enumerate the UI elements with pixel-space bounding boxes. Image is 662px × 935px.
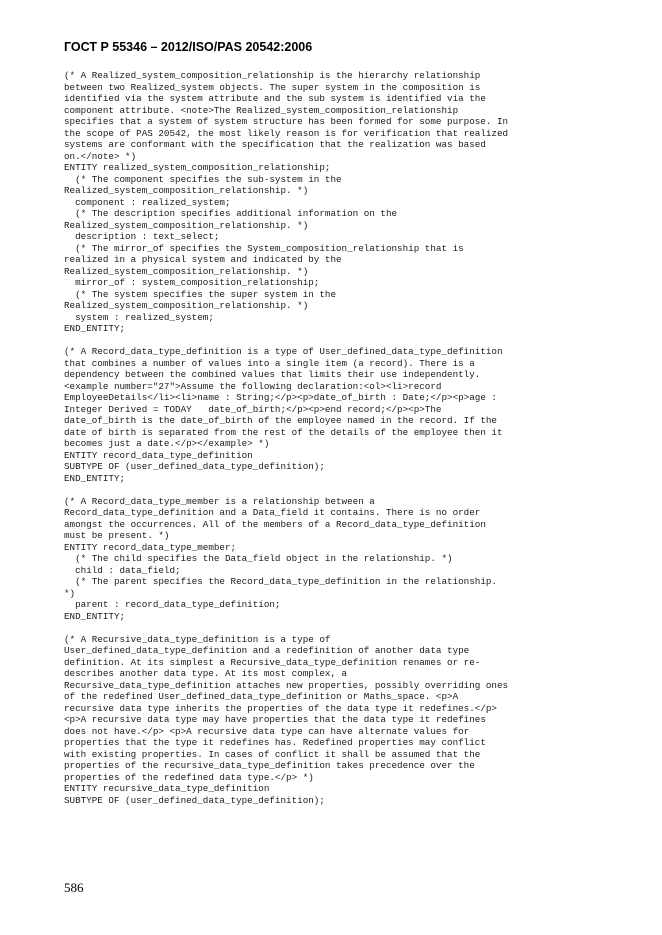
text-line: amongst the occurrences. All of the members of a Record_data_type_definition <box>64 518 486 530</box>
text-line: (* A Record_data_type_definition is a type of User_defined_data_type_definition <box>64 346 503 357</box>
text-line: (* A Record_data_type_member is a relationship between a <box>64 495 375 507</box>
text-line: END_ENTITY; <box>64 472 126 484</box>
text-block <box>64 634 654 807</box>
text-block <box>64 496 654 623</box>
text-line: ENTITY recursive_data_type_definition <box>64 783 270 794</box>
text-line: (* The parent specifies the Record_data_type_definition in the relationship. <box>64 576 497 587</box>
text-line: (* A Recursive_data_type_definition is a type of <box>64 633 331 645</box>
text-line: <example number="27">Assume the following declaration:<ol><li>record <box>64 380 442 392</box>
text-line: becomes just a date.</p></example> *) <box>64 438 270 449</box>
text-line: recursive data type inherits the properties of the data type it redefines.</p> <box>64 702 497 714</box>
text-line: does not have.</p> <p>A recursive data type can have alternate values for <box>64 725 470 737</box>
text-line: (* The mirror_of specifies the System_composition_relationship that is <box>64 242 464 254</box>
text-line: ENTITY record_data_type_definition <box>64 449 253 461</box>
text-line: parent : record_data_type_definition; <box>64 599 281 610</box>
text-line: on.</note> *) <box>64 150 137 162</box>
text-line: *) <box>64 587 76 599</box>
text-line: <p>A recursive data type may have properties that the data type it redefines <box>64 714 486 725</box>
text-line: definition. At its simplest a Recursive_data_type_definition renames or re- <box>64 656 481 668</box>
text-line: describes another data type. At its most complex, a <box>64 668 348 679</box>
text-line: the scope of PAS 20542, the most likely reason is for verification that realized <box>64 127 509 139</box>
text-line: User_defined_data_type_definition and a redefinition of another data type <box>64 645 470 656</box>
text-line: END_ENTITY; <box>64 323 126 334</box>
text-line: identified via the system attribute and the sub system is identified via the <box>64 93 486 104</box>
text-line: child : data_field; <box>64 564 181 576</box>
text-line: between two Realized_system objects. The super system in the composition is <box>64 81 481 93</box>
text-line: (* The child specifies the Data_field object in the relationship. *) <box>64 553 453 564</box>
text-line: (* A Realized_system_composition_relationship is the hierarchy relationship <box>64 70 481 81</box>
express-schema-text <box>64 70 654 818</box>
text-line: that combines a number of values into a single item (a record). There is a <box>64 357 475 369</box>
text-line: component : realized_system; <box>64 196 231 208</box>
text-line: mirror_of : system_composition_relationship; <box>64 277 320 288</box>
text-line: date_of_birth is the date_of_birth of the employee named in the record. If the <box>64 415 497 426</box>
text-line: properties of the recursive_data_type_definition takes precedence over the <box>64 760 475 771</box>
text-line: realized in a physical system and indicated by the <box>64 254 342 265</box>
text-block <box>64 346 654 484</box>
text-line: Realized_system_composition_relationship. *) <box>64 265 309 277</box>
text-line: Realized_system_composition_relationship. *) <box>64 300 309 311</box>
text-line: dependency between the combined values that limits their use independently. <box>64 369 481 380</box>
text-line: must be present. *) <box>64 530 170 541</box>
text-line: component attribute. <note>The Realized_system_composition_relationship <box>64 104 459 116</box>
text-block <box>64 70 654 335</box>
text-line: ENTITY record_data_type_member; <box>64 541 237 553</box>
text-line: specifies that a system of system structure has been formed for some purpose. In <box>64 116 509 127</box>
page-number: 586 <box>64 880 84 895</box>
text-line: ENTITY realized_system_composition_relationship; <box>64 162 331 173</box>
text-line: END_ENTITY; <box>64 610 126 622</box>
text-line: Record_data_type_definition and a Data_field it contains. There is no order <box>64 507 481 518</box>
text-line: description : text_select; <box>64 231 220 242</box>
text-line: SUBTYPE OF (user_defined_data_type_definition); <box>64 461 325 472</box>
text-line: of the redefined User_defined_data_type_definition or Maths_space. <p>A <box>64 691 459 702</box>
text-line: system : realized_system; <box>64 311 214 323</box>
text-line: EmployeeDetails</li><li>name : String;</p><p>date_of_birth : Date;</p><p>age : <box>64 392 497 403</box>
text-line: Integer Derived = TODAY date_of_birth;</p><p>end record;</p><p>The <box>64 403 442 415</box>
document-header: ГОСТ Р 55346 – 2012/ISO/PAS 20542:2006 <box>64 40 313 54</box>
text-line: date of birth is separated from the rest of the details of the employee then it <box>64 426 503 438</box>
text-line: Realized_system_composition_relationship. *) <box>64 219 309 231</box>
text-line: systems are conformant with the specification that the realization was based <box>64 139 486 150</box>
text-line: SUBTYPE OF (user_defined_data_type_definition); <box>64 794 325 806</box>
text-line: with existing properties. In cases of conflict it shall be assumed that the <box>64 748 481 760</box>
text-line: (* The system specifies the super system in the <box>64 288 336 300</box>
text-line: (* The description specifies additional information on the <box>64 208 398 219</box>
text-line: Realized_system_composition_relationship. *) <box>64 185 309 196</box>
text-line: (* The component specifies the sub-system in the <box>64 173 342 185</box>
text-line: properties of the redefined data type.</p> *) <box>64 771 314 783</box>
text-line: Recursive_data_type_definition attaches new properties, possibly overriding ones <box>64 679 509 691</box>
text-line: properties that the type it redefines has. Redefined properties may conflict <box>64 737 486 748</box>
